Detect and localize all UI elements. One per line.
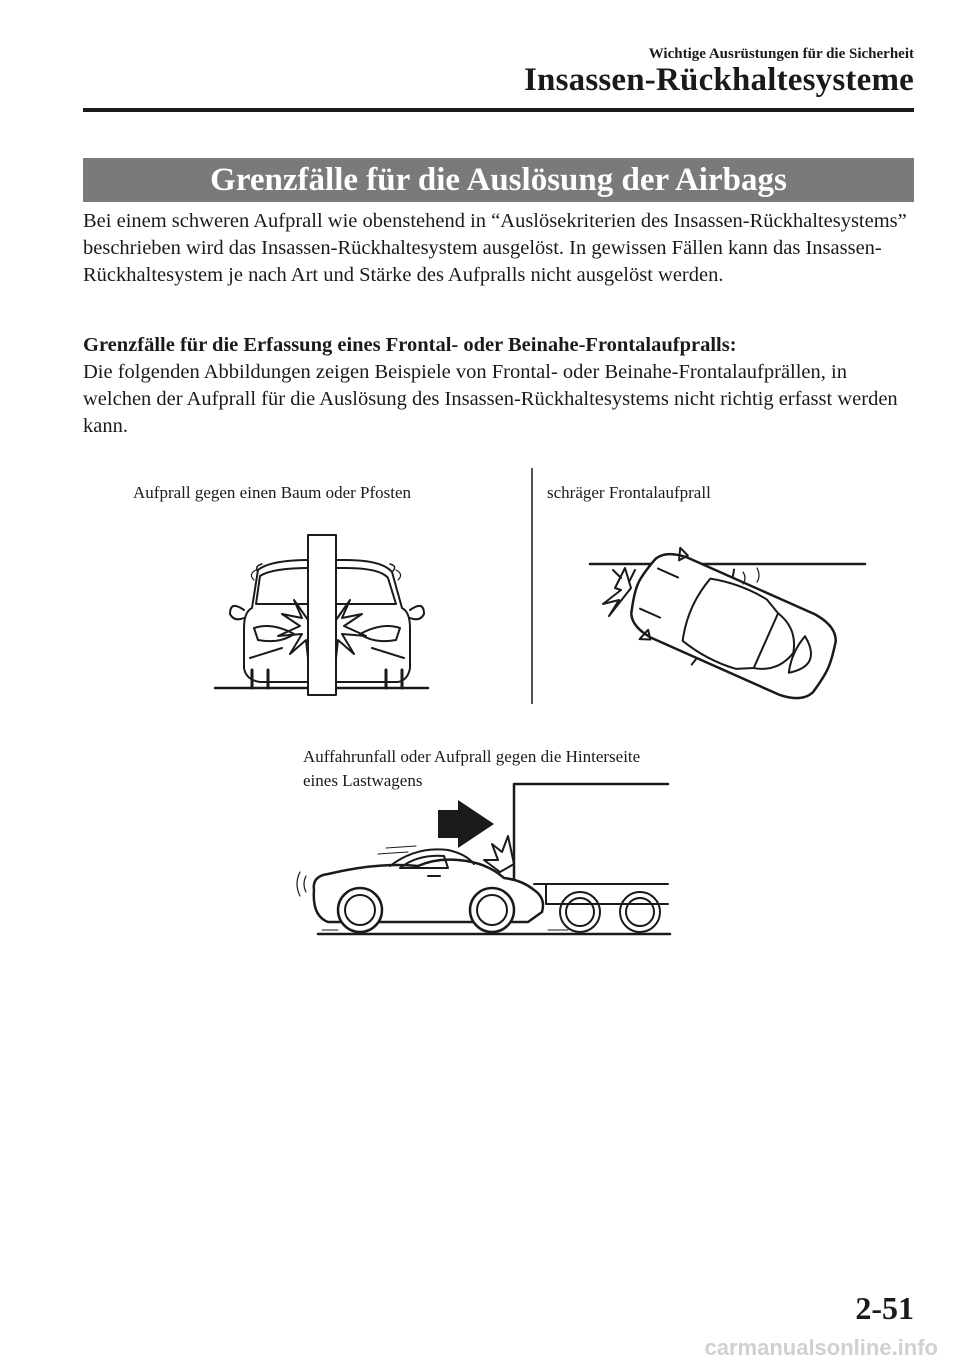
description-paragraph: Die folgenden Abbildungen zeigen Beispiele von Frontal- oder Beinahe-Frontalaufprällen, in welchen der Aufprall für die Auslösung des Insassen-Rückhaltesystems nicht richtig erfasst werden kann. [83, 361, 898, 437]
caption-oblique-impact: schräger Frontalaufprall [547, 483, 711, 502]
oblique-impact-illustration [585, 548, 870, 698]
subheading: Grenzfälle für die Erfassung eines Frontal- oder Beinahe-Frontalaufpralls: [83, 334, 737, 356]
section-label: Wichtige Ausrüstungen für die Sicherheit [648, 46, 914, 62]
caption-truck-line1: Auffahrunfall oder Aufprall gegen die Hinterseite [303, 747, 641, 766]
footer-text: carmanualsonline.info [704, 1335, 938, 1360]
footer-watermark [0, 1335, 960, 1362]
intro-paragraph: Bei einem schweren Aufprall wie obenstehend in “Auslösekriterien des Insassen-Rückhaltesystems” beschrieben wird das Insassen-Rückhaltesystem ausgelöst. In gewissen Fällen kann das Insassen-Rückhaltesystem je nach Art und Stärke des Aufpralls nicht ausgelöst werden. [83, 210, 907, 286]
caption-truck-line2: eines Lastwagens [303, 771, 423, 790]
page-number: 2-51 [855, 1290, 914, 1326]
figure-divider [530, 468, 534, 704]
truck-impact-illustration [298, 780, 678, 940]
pole-impact-illustration [210, 530, 440, 700]
caption-pole-impact: Aufprall gegen einen Baum oder Pfosten [133, 483, 412, 502]
header-divider [83, 108, 914, 112]
page-title: Insassen-Rückhaltesysteme [523, 62, 914, 98]
section-banner: Grenzfälle für die Auslösung der Airbags [83, 158, 914, 202]
